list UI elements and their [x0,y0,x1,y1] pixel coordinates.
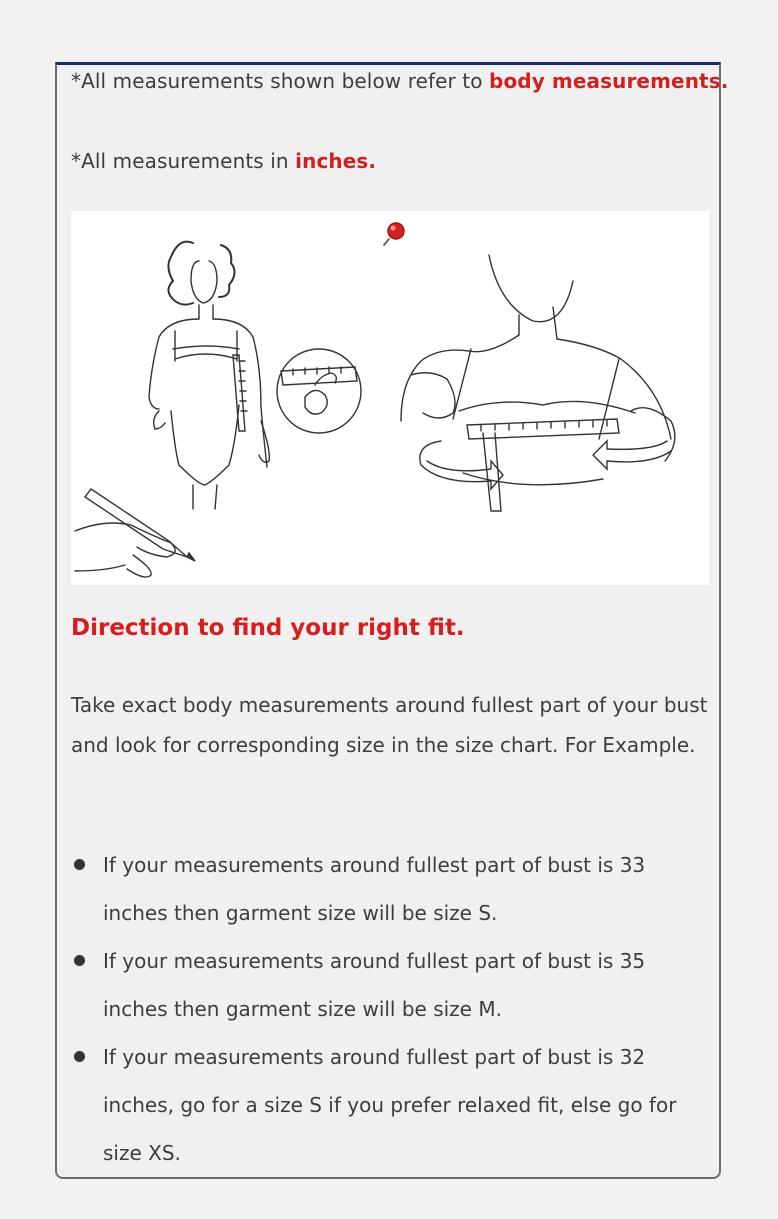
list-item [71,1033,711,1177]
pushpin-icon [384,223,404,245]
hand-pencil-drawing [75,489,195,577]
size-guide-card [55,62,729,1179]
note-body-highlight: body measurements. [489,69,729,93]
bullet-dot-icon [74,859,85,870]
bullet-dot-icon [74,955,85,966]
fit-direction-heading: Direction to find your right fit. [71,615,465,641]
measurement-note-body [71,61,728,101]
list-item [71,937,711,1033]
note-units-highlight: inches. [295,149,377,173]
measurement-note-units [71,141,376,181]
fit-instructions-paragraph: Take exact body measurements around fullest part of your bust and look for corresponding size in the size chart. For Example. [71,693,708,757]
note-body-prefix: *All measurements shown below refer to [71,69,490,93]
bust-figure-drawing [401,255,675,511]
fit-examples-list [71,841,711,1177]
tape-detail-circle [277,349,361,433]
list-item-text: If your measurements around fullest part of bust is 35 inches then garment size will be size M. [103,949,646,1021]
note-units-prefix: *All measurements in [71,149,296,173]
woman-figure-drawing [149,242,269,509]
bust-measurement-illustration [71,211,709,585]
list-item-text: If your measurements around fullest part of bust is 33 inches then garment size will be size S. [103,853,646,925]
list-item [71,841,711,937]
list-item-text: If your measurements around fullest part of bust is 32 inches, go for a size S if you prefer relaxed fit, else go for size XS. [103,1045,677,1165]
bullet-dot-icon [74,1051,85,1062]
